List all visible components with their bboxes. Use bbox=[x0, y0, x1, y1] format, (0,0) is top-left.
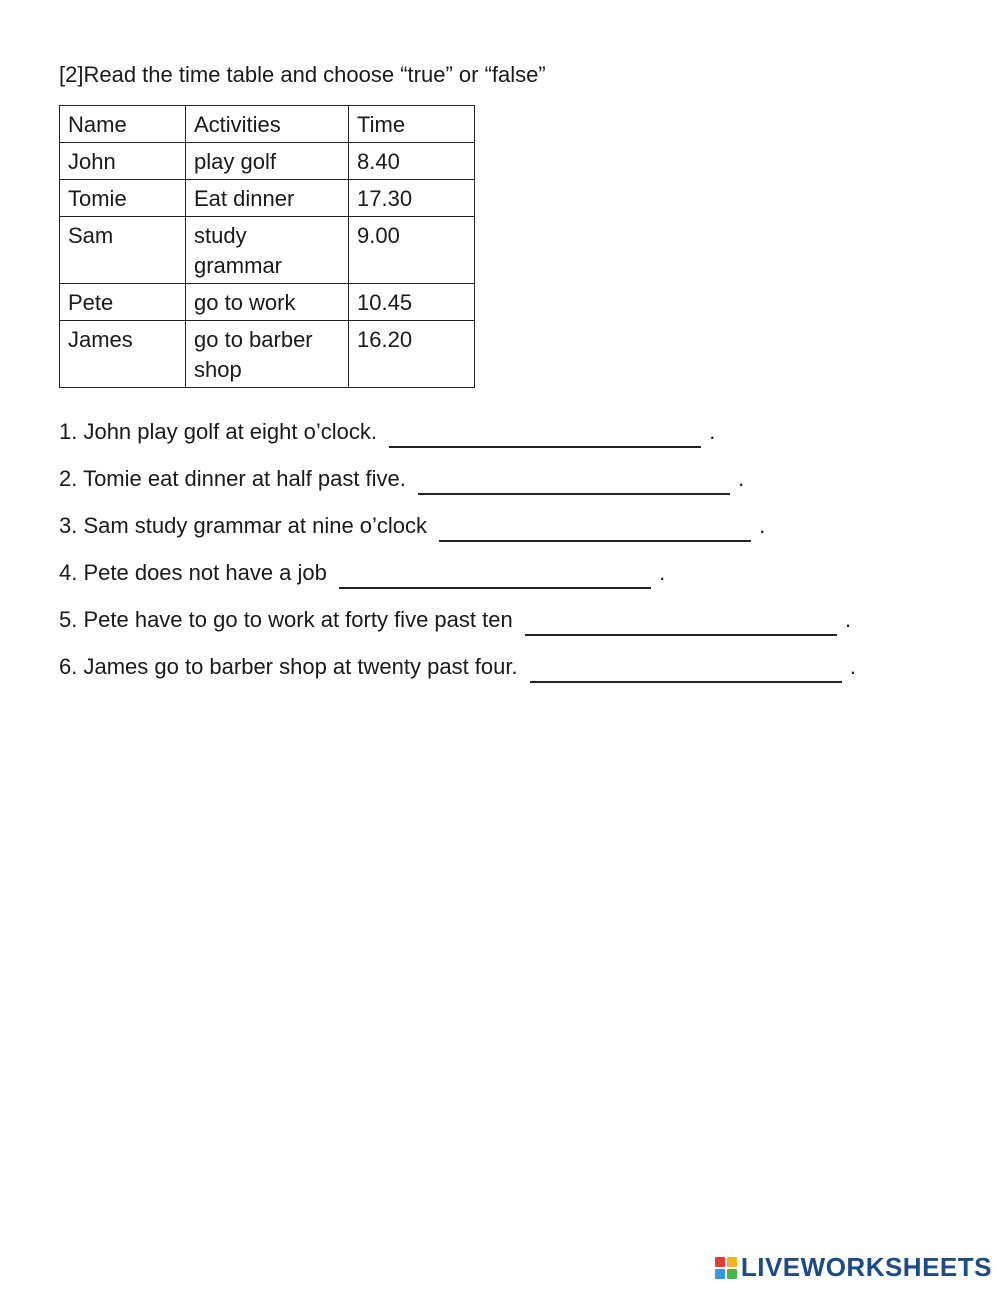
cell-name: John bbox=[60, 143, 186, 180]
question-end: . bbox=[738, 466, 745, 491]
answer-input[interactable] bbox=[439, 518, 751, 542]
answer-input[interactable] bbox=[525, 612, 837, 636]
question-item bbox=[59, 605, 856, 635]
table-row bbox=[60, 284, 475, 321]
question-end: . bbox=[659, 560, 666, 585]
header-time: Time bbox=[349, 106, 475, 143]
answer-input[interactable] bbox=[418, 471, 730, 495]
timetable bbox=[59, 105, 475, 388]
question-text: 2. Tomie eat dinner at half past five. bbox=[59, 466, 406, 491]
table-header-row bbox=[60, 106, 475, 143]
cell-time: 17.30 bbox=[349, 180, 475, 217]
cell-name: James bbox=[60, 321, 186, 388]
question-item bbox=[59, 464, 856, 494]
cell-name: Sam bbox=[60, 217, 186, 284]
question-text: 3. Sam study grammar at nine o’clock bbox=[59, 513, 428, 538]
question-item bbox=[59, 652, 856, 682]
table-row bbox=[60, 217, 475, 284]
table-row bbox=[60, 180, 475, 217]
question-item bbox=[59, 417, 856, 447]
table-row bbox=[60, 143, 475, 180]
answer-input[interactable] bbox=[389, 424, 701, 448]
question-text: 6. James go to barber shop at twenty past four. bbox=[59, 654, 518, 679]
question-list bbox=[59, 417, 856, 699]
question-end: . bbox=[844, 607, 852, 632]
logo-block bbox=[727, 1269, 737, 1279]
table-row bbox=[60, 321, 475, 388]
question-end: . bbox=[709, 419, 716, 444]
logo-block bbox=[715, 1269, 725, 1279]
header-name: Name bbox=[60, 106, 186, 143]
cell-activity: go to work bbox=[186, 284, 349, 321]
answer-input[interactable] bbox=[530, 659, 842, 683]
cell-time: 8.40 bbox=[349, 143, 475, 180]
cell-time: 9.00 bbox=[349, 217, 475, 284]
header-activities: Activities bbox=[186, 106, 349, 143]
question-end: . bbox=[759, 513, 766, 538]
cell-name: Pete bbox=[60, 284, 186, 321]
cell-time: 16.20 bbox=[349, 321, 475, 388]
question-end: . bbox=[849, 654, 856, 679]
logo-block bbox=[715, 1257, 725, 1267]
question-text: 1. John play golf at eight o’clock. bbox=[59, 419, 377, 444]
logo-blocks-icon bbox=[715, 1257, 737, 1279]
liveworksheets-logo bbox=[715, 1252, 992, 1283]
question-text: 4. Pete does not have a job bbox=[59, 560, 327, 585]
cell-activity: study grammar bbox=[186, 217, 349, 284]
cell-activity: go to barber shop bbox=[186, 321, 349, 388]
question-text: 5. Pete have to go to work at forty five past ten bbox=[59, 607, 513, 632]
question-item bbox=[59, 558, 856, 588]
instruction-text: [2]Read the time table and choose “true” or “false” bbox=[59, 62, 546, 87]
answer-input[interactable] bbox=[339, 565, 651, 589]
cell-activity: Eat dinner bbox=[186, 180, 349, 217]
brand-name: LIVEWORKSHEETS bbox=[740, 1252, 992, 1282]
question-item bbox=[59, 511, 856, 541]
cell-time: 10.45 bbox=[349, 284, 475, 321]
cell-name: Tomie bbox=[60, 180, 186, 217]
cell-activity: play golf bbox=[186, 143, 349, 180]
logo-block bbox=[727, 1257, 737, 1267]
